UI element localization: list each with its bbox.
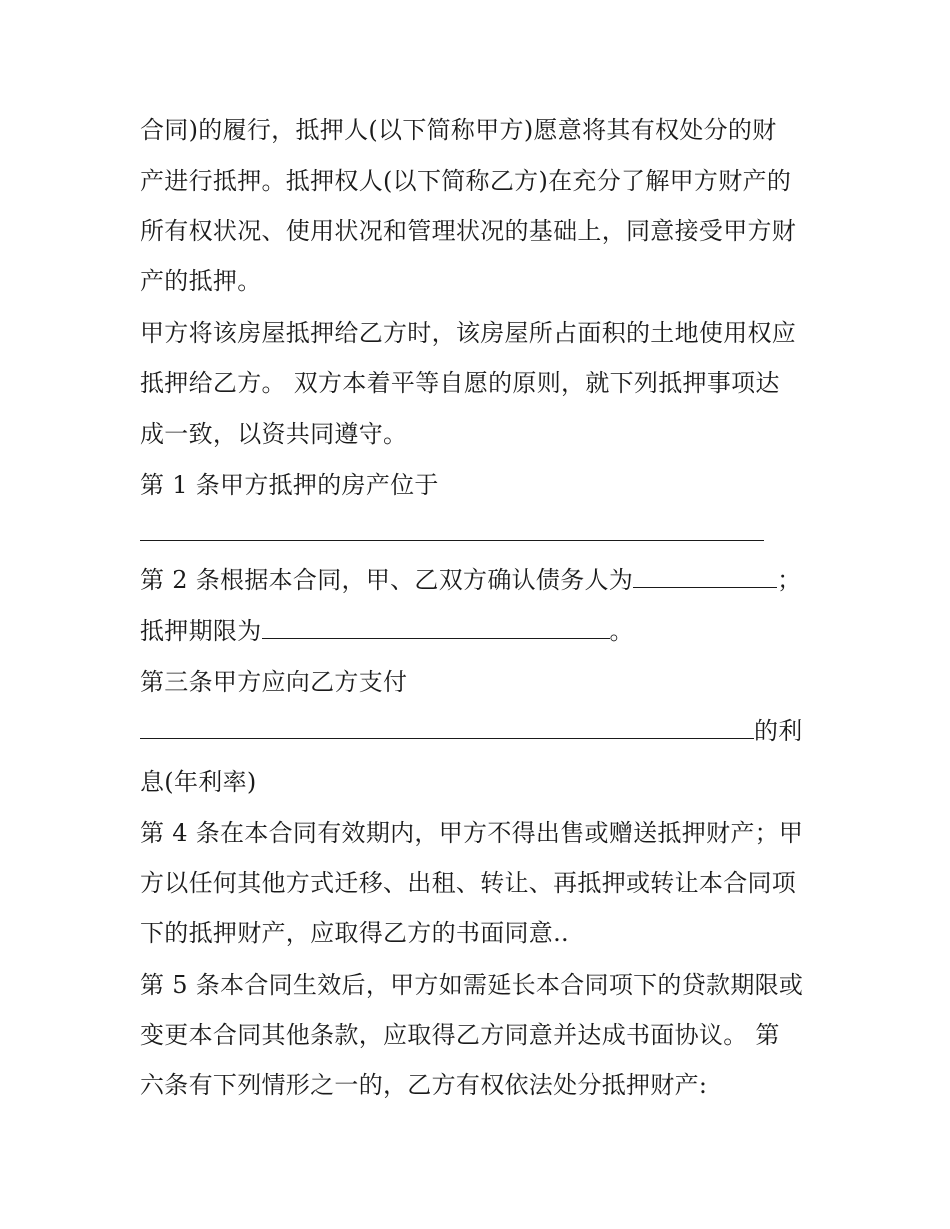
article-1-line: 第 1 条甲方抵押的房产位于: [140, 471, 439, 499]
interest-line: [140, 716, 803, 746]
text-line: 方以任何其他方式迁移、出租、转让、再抵押或转让本合同项: [140, 869, 797, 897]
article-2-prefix: 第 2 条根据本合同，甲、乙双方确认债务人为: [140, 566, 634, 594]
term-suffix: 。: [609, 617, 634, 645]
debtor-blank: [633, 567, 777, 588]
term-blank: [262, 618, 610, 639]
article-3-line: 第三条甲方应向乙方支付: [140, 668, 408, 696]
text-line: 第 5 条本合同生效后，甲方如需延长本合同项下的贷款期限或: [140, 971, 804, 999]
term-prefix: 抵押期限为: [140, 617, 262, 645]
text-line: 六条有下列情形之一的，乙方有权依法处分抵押财产:: [140, 1071, 708, 1099]
text-line: 第 4 条在本合同有效期内，甲方不得出售或赠送抵押财产；甲: [140, 819, 804, 847]
article-2-line: [140, 565, 801, 595]
text-line: 变更本合同其他条款，应取得乙方同意并达成书面协议。 第: [140, 1021, 780, 1049]
interest-suffix: 的利: [754, 717, 803, 745]
text-line: 所有权状况、使用状况和管理状况的基础上，同意接受甲方财: [140, 217, 797, 245]
text-line: 下的抵押财产，应取得乙方的书面同意..: [140, 919, 569, 947]
interest-continuation: 息(年利率): [140, 768, 257, 796]
text-line: 产的抵押。: [140, 267, 262, 295]
text-line: 抵押给乙方。 双方本着平等自愿的原则，就下列抵押事项达: [140, 369, 780, 397]
text-line: 合同)的履行，抵押人(以下简称甲方)愿意将其有权处分的财: [140, 116, 777, 144]
property-location-blank: [140, 520, 764, 541]
text-line: 甲方将该房屋抵押给乙方时，该房屋所占面积的土地使用权应: [140, 319, 797, 347]
text-line: 成一致，以资共同遵守。: [140, 420, 408, 448]
interest-blank: [140, 718, 754, 739]
article-2-suffix: ；: [777, 566, 802, 594]
blank-line: [140, 518, 764, 548]
text-line: 产进行抵押。抵押权人(以下简称乙方)在充分了解甲方财产的: [140, 167, 792, 195]
term-line: [140, 616, 634, 646]
